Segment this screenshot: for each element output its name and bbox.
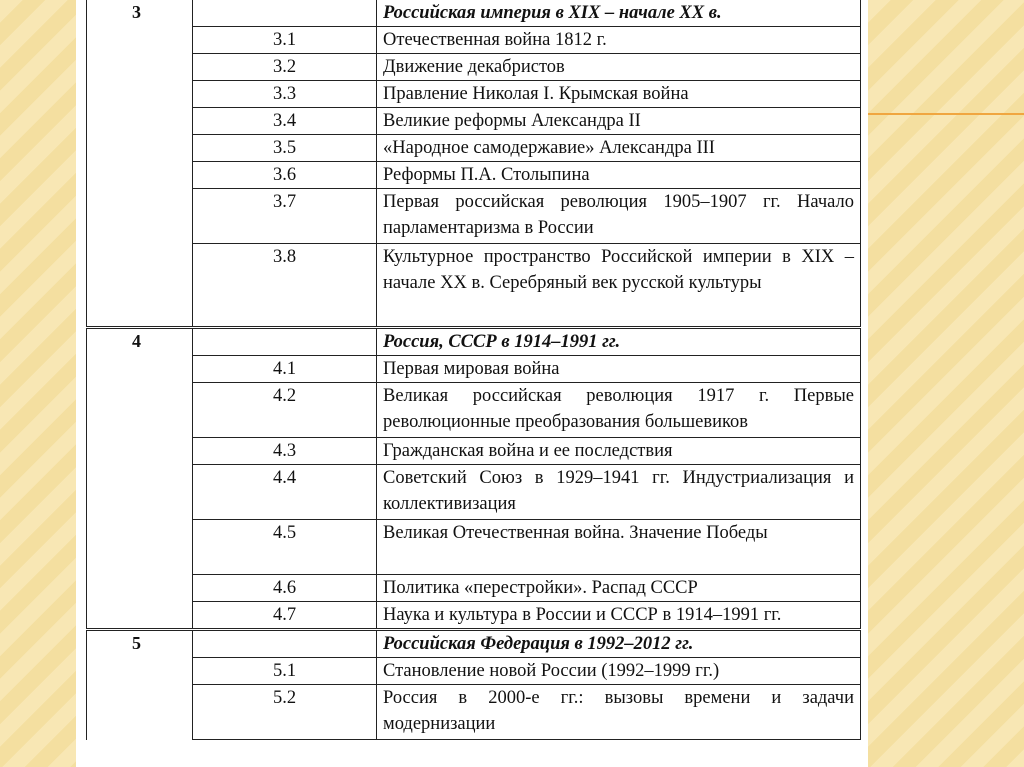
- table-row: [87, 658, 861, 685]
- item-text: Первая российская революция 1905–1907 гг. Начало парламентаризма в России: [377, 189, 861, 244]
- item-code: 3.6: [193, 162, 377, 189]
- section-row: [87, 630, 861, 658]
- table-row: [87, 465, 861, 520]
- decorative-orange-line: [868, 113, 1024, 115]
- section-row: [87, 328, 861, 356]
- item-text: Россия в 2000-е гг.: вызовы времени и задачи модернизации: [377, 685, 861, 740]
- table-row: [87, 54, 861, 81]
- section-number: 5: [132, 633, 141, 653]
- item-text: Наука и культура в России и СССР в 1914–1991 гг.: [377, 602, 861, 630]
- table-row: [87, 685, 861, 740]
- table-row: [87, 575, 861, 602]
- section-title: Российская империя в XIX – начале XX в.: [377, 0, 861, 27]
- section-row: [87, 0, 861, 27]
- table-row: [87, 135, 861, 162]
- item-code: 3.8: [193, 244, 377, 328]
- table-row: [87, 520, 861, 575]
- item-code: 4.6: [193, 575, 377, 602]
- document-sheet: [76, 0, 868, 767]
- item-code: 3.4: [193, 108, 377, 135]
- background-right-stripes: [868, 0, 1024, 767]
- item-code: 5.2: [193, 685, 377, 740]
- section-number-cell: [87, 630, 193, 658]
- item-code: 3.2: [193, 54, 377, 81]
- section-number: 4: [132, 331, 141, 351]
- item-code: 4.7: [193, 602, 377, 630]
- item-text: Первая мировая война: [377, 356, 861, 383]
- item-text: Движение декабристов: [377, 54, 861, 81]
- item-code: 4.4: [193, 465, 377, 520]
- table-row: [87, 602, 861, 630]
- section-title: Россия, СССР в 1914–1991 гг.: [377, 328, 861, 356]
- table-row: [87, 81, 861, 108]
- section-number: 3: [132, 2, 141, 22]
- item-text: Политика «перестройки». Распад СССР: [377, 575, 861, 602]
- item-text: Становление новой России (1992–1999 гг.): [377, 658, 861, 685]
- item-text: «Народное самодержавие» Александра III: [377, 135, 861, 162]
- section-title: Российская Федерация в 1992–2012 гг.: [377, 630, 861, 658]
- item-text: Великая российская революция 1917 г. Первые революционные преобразования большевиков: [377, 383, 861, 438]
- section-number-cell: [87, 328, 193, 356]
- item-text: Культурное пространство Российской империи в XIX – начале XX в. Серебряный век русской культуры: [377, 244, 861, 328]
- section-empty-cell: [193, 0, 377, 27]
- item-text: Великие реформы Александра II: [377, 108, 861, 135]
- item-text: Реформы П.А. Столыпина: [377, 162, 861, 189]
- item-text: Гражданская война и ее последствия: [377, 438, 861, 465]
- item-text: Советский Союз в 1929–1941 гг. Индустриализация и коллективизация: [377, 465, 861, 520]
- item-code: 4.5: [193, 520, 377, 575]
- table-row: [87, 383, 861, 438]
- table-row: [87, 244, 861, 328]
- item-text: Правление Николая I. Крымская война: [377, 81, 861, 108]
- table-row: [87, 162, 861, 189]
- section-empty-cell: [193, 630, 377, 658]
- table-row: [87, 438, 861, 465]
- table-row: [87, 108, 861, 135]
- item-text: Великая Отечественная война. Значение Победы: [377, 520, 861, 575]
- item-code: 4.1: [193, 356, 377, 383]
- item-code: 4.2: [193, 383, 377, 438]
- background-left-stripes: [0, 0, 76, 767]
- item-code: 3.3: [193, 81, 377, 108]
- item-text: Отечественная война 1812 г.: [377, 27, 861, 54]
- item-code: 4.3: [193, 438, 377, 465]
- table-row: [87, 27, 861, 54]
- section-empty-cell: [193, 328, 377, 356]
- table-row: [87, 189, 861, 244]
- item-code: 3.1: [193, 27, 377, 54]
- table-row: [87, 356, 861, 383]
- item-code: 5.1: [193, 658, 377, 685]
- topics-table: [86, 0, 861, 740]
- item-code: 3.5: [193, 135, 377, 162]
- item-code: 3.7: [193, 189, 377, 244]
- section-number-cell: [87, 0, 193, 27]
